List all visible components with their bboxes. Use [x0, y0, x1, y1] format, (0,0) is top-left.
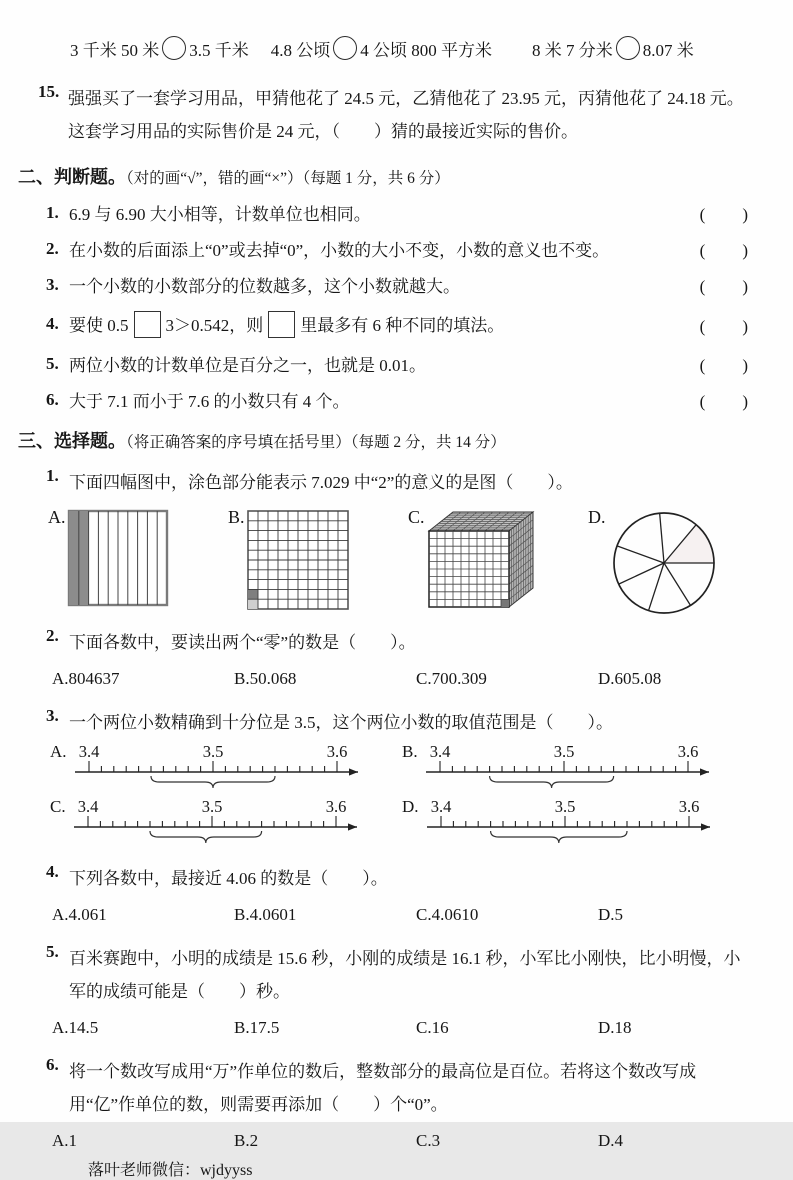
figure-option-d [588, 507, 768, 624]
comparison-right: 3.5 千米 [189, 40, 249, 60]
svg-text:3.6: 3.6 [326, 742, 347, 761]
answer-bracket: ( ) [699, 356, 749, 375]
q5-options-row [36, 1018, 753, 1042]
judge-item-4 [36, 308, 753, 340]
svg-text:3.4: 3.4 [430, 797, 451, 816]
svg-text:3.4: 3.4 [78, 742, 99, 761]
figure-label: A. [48, 507, 66, 527]
numberline-option-d [402, 797, 754, 849]
question-number: 5. [46, 942, 59, 961]
section-subtitle: （将正确答案的序号填在括号里）（每题 2 分，共 14 分） [126, 434, 506, 451]
numberline-label: D. [402, 797, 419, 816]
figure-label: C. [408, 507, 425, 527]
item-text-part: 里最多有 6 种不同的填法。 [300, 315, 505, 335]
option-a: A.4.061 [52, 905, 107, 924]
figure-a-shaded-strips [67, 507, 169, 616]
choice-question-5 [36, 942, 753, 1008]
figure-option-a [48, 507, 228, 616]
answer-bracket: ( ) [699, 316, 749, 336]
section-title: 二、判断题。 [18, 167, 126, 187]
blank-box [268, 311, 295, 338]
q3-numberlines-grid [36, 742, 753, 849]
option-b: B.2 [234, 1131, 259, 1150]
numberline-b-axis [418, 742, 718, 799]
option-d: D.4 [598, 1131, 624, 1150]
svg-text:3.4: 3.4 [429, 742, 450, 761]
comparison-item-1 [70, 36, 249, 61]
item-number: 3. [46, 274, 59, 294]
comparison-left: 4.8 公顷 [270, 40, 331, 60]
section-choice-heading [18, 427, 753, 453]
q6-options-row [36, 1131, 753, 1155]
question-text: 百米赛跑中，小明的成绩是 15.6 秒，小刚的成绩是 16.1 秒，小军比小刚快，比小明慢，小军的成绩可能是（ ）秒。 [69, 949, 741, 1001]
choice-question-4 [36, 862, 753, 895]
question-number: 2. [46, 626, 59, 645]
comparison-item-2 [271, 36, 492, 61]
option-b: B.4.0601 [234, 905, 297, 924]
q4-options-row [36, 905, 753, 929]
comparison-right: 8.07 米 [642, 40, 694, 60]
option-c: C.4.0610 [416, 905, 479, 924]
figure-option-c [408, 507, 588, 616]
question-text: 下列各数中，最接近 4.06 的数是（ ）。 [69, 869, 388, 888]
question-text: 下面各数中，要读出两个“零”的数是（ ）。 [69, 633, 416, 652]
comparison-blank-circle [616, 36, 640, 60]
svg-text:3.5: 3.5 [201, 797, 222, 816]
item-text: 在小数的后面添上“0”或去掉“0”，小数的大小不变，小数的意义也不变。 [69, 241, 610, 260]
q2-options-row [36, 669, 753, 693]
svg-text:3.5: 3.5 [553, 742, 574, 761]
question-number: 3. [46, 706, 59, 725]
figure-c-thousand-cube [426, 507, 538, 616]
comparison-left: 8 米 7 分米 [532, 40, 613, 60]
numberline-c-axis [66, 797, 366, 854]
section-judge-heading [18, 163, 753, 189]
svg-text:3.5: 3.5 [202, 742, 223, 761]
option-d: D.5 [598, 905, 624, 924]
option-c: C.3 [416, 1131, 441, 1150]
option-d: D.605.08 [598, 669, 662, 688]
choice-question-1 [36, 466, 753, 499]
item-number: 1. [46, 202, 59, 222]
comparison-left: 3 千米 50 米 [70, 40, 160, 60]
choice-question-3 [36, 706, 753, 739]
numberline-label: B. [402, 742, 418, 761]
answer-bracket: ( ) [699, 392, 749, 411]
comparison-right: 4 公顷 800 平方米 [360, 40, 492, 60]
comparison-blank-circle [333, 36, 357, 60]
item-number: 6. [46, 389, 59, 409]
judge-item-6 [36, 387, 753, 412]
option-c: C.16 [416, 1018, 449, 1037]
option-b: B.50.068 [234, 669, 297, 688]
choice-question-2 [36, 626, 753, 659]
item-text: 6.9 与 6.90 大小相等，计数单位也相同。 [69, 205, 371, 224]
item-number: 5. [46, 353, 59, 373]
figure-label: D. [588, 507, 606, 527]
question-text: 一个两位小数精确到十分位是 3.5，这个两位小数的取值范围是（ ）。 [69, 713, 613, 732]
question-text: 强强买了一套学习用品，甲猜他花了 24.5 元，乙猜他花了 23.95 元，丙猜他花了 24.18 元。这套学习用品的实际售价是 24 元，（ ）猜的最接近实际的售价。 [68, 89, 744, 141]
svg-text:3.6: 3.6 [678, 797, 699, 816]
option-a: A.804637 [52, 669, 120, 688]
question-text: 下面四幅图中，涂色部分能表示 7.029 中“2”的意义的是图（ ）。 [69, 473, 573, 492]
numberline-option-a [50, 742, 402, 794]
item-number: 2. [46, 238, 59, 258]
teacher-wechat-footer: 落叶老师微信：wjdyyss [88, 1162, 253, 1179]
section-subtitle: （对的画“√”，错的画“×”）（每题 1 分，共 6 分） [126, 170, 450, 187]
judge-item-5 [36, 351, 753, 376]
section-title: 三、选择题。 [18, 431, 126, 451]
option-a: A.14.5 [52, 1018, 99, 1037]
item-text: 大于 7.1 而小于 7.6 的小数只有 4 个。 [69, 392, 350, 411]
q1-figures-row [36, 507, 753, 613]
comparison-item-3 [532, 36, 694, 61]
question-number: 1. [46, 466, 59, 485]
numberline-d-axis [419, 797, 719, 854]
item-number: 4. [46, 314, 59, 333]
answer-bracket: ( ) [699, 205, 749, 224]
figure-label: B. [228, 507, 245, 527]
question-number: 15. [38, 82, 60, 101]
numberline-label: A. [50, 742, 67, 761]
option-b: B.17.5 [234, 1018, 280, 1037]
item-text: 两位小数的计数单位是百分之一，也就是 0.01。 [69, 356, 426, 375]
figure-option-b [228, 507, 408, 620]
svg-text:3.4: 3.4 [77, 797, 98, 816]
item-text: 一个小数的小数部分的位数越多，这个小数就越大。 [69, 277, 460, 296]
svg-text:3.5: 3.5 [554, 797, 575, 816]
numberline-option-c [50, 797, 402, 849]
option-d: D.18 [598, 1018, 632, 1037]
question-number: 4. [46, 862, 59, 881]
numberline-a-axis [67, 742, 367, 799]
figure-b-hundred-grid [246, 507, 350, 620]
item-text-part: 要使 0.5 [69, 315, 129, 335]
judge-item-1 [36, 200, 753, 225]
item-text-part: 3＞0.542，则 [165, 315, 264, 335]
option-a: A.1 [52, 1131, 78, 1150]
comparison-blank-circle [162, 36, 186, 60]
answer-bracket: ( ) [699, 241, 749, 260]
numberline-label: C. [50, 797, 66, 816]
question-number: 6. [46, 1055, 59, 1074]
svg-text:3.6: 3.6 [325, 797, 346, 816]
svg-text:3.6: 3.6 [677, 742, 698, 761]
question-text: 将一个数改写成用“万”作单位的数后，整数部分的最高位是百位。若将这个数改写成用“亿”作单位的数，则需要再添加（ ）个“0”。 [69, 1062, 697, 1114]
judge-item-2 [36, 236, 753, 261]
item-text [69, 311, 700, 338]
choice-question-6 [36, 1055, 753, 1121]
option-c: C.700.309 [416, 669, 487, 688]
figure-d-pie-circle [607, 507, 721, 624]
blank-box [134, 311, 161, 338]
comparison-row [36, 36, 753, 60]
answer-bracket: ( ) [699, 277, 749, 296]
judge-item-3 [36, 272, 753, 297]
numberline-option-b [402, 742, 754, 794]
question-15 [36, 82, 753, 148]
